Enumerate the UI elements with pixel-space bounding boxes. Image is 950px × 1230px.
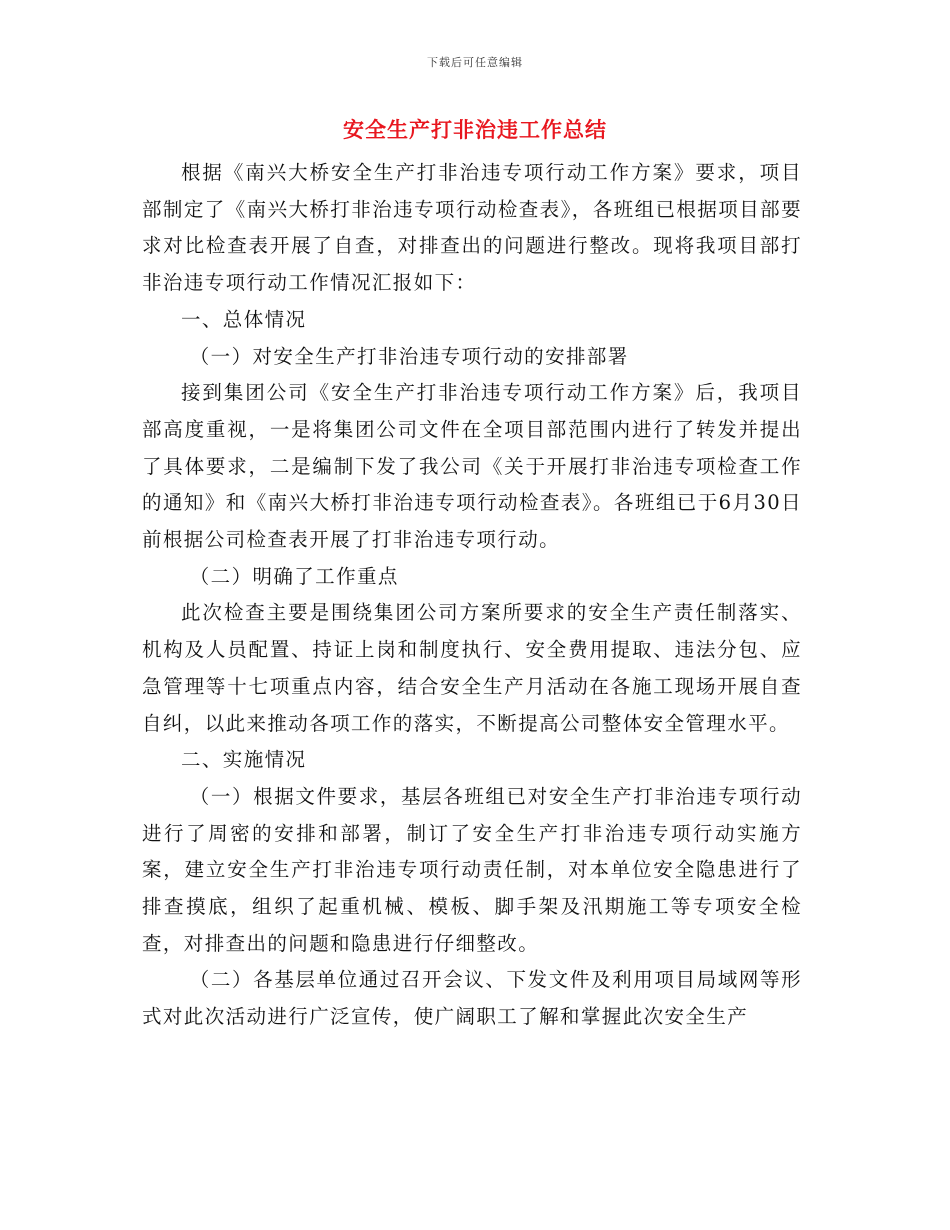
document-title: 安全生产打非治违工作总结 bbox=[343, 117, 607, 142]
subsection-heading-arrangement: （一）对安全生产打非治违专项行动的安排部署 bbox=[189, 344, 629, 368]
subsection-heading-focus: （二）明确了工作重点 bbox=[189, 564, 399, 588]
document-body bbox=[142, 155, 802, 1036]
section-heading-implementation: 二、实施情况 bbox=[181, 748, 307, 772]
paragraph-implementation-1: （一）根据文件要求，基层各班组已对安全生产打非治违专项行动进行了周密的安排和部署，制订了安全生产打非治违专项行动实施方案，建立安全生产打非治违专项行动责任制，对本单位安全隐患进行了排查摸底，组织了起重机械、模板、脚手架及汛期施工等专项安全检查，对排查出的问题和隐患进行仔细整改。 bbox=[142, 784, 802, 955]
paragraph-implementation-2: （二）各基层单位通过召开会议、下发文件及利用项目局域网等形式对此次活动进行广泛宣传，使广阔职工了解和掌握此次安全生产 bbox=[142, 968, 802, 1029]
paragraph-focus: 此次检查主要是围绕集团公司方案所要求的安全生产责任制落实、机构及人员配置、持证上岗和制度执行、安全费用提取、违法分包、应急管理等十七项重点内容，结合安全生产月活动在各施工现场开展自查自纠，以此来推动各项工作的落实，不断提高公司整体安全管理水平。 bbox=[142, 601, 802, 735]
paragraph-intro: 根据《南兴大桥安全生产打非治违专项行动工作方案》要求，项目部制定了《南兴大桥打非治违专项行动检查表》，各班组已根据项目部要求对比检查表开展了自查，对排查出的问题进行整改。现将我项目部打非治违专项行动工作情况汇报如下： bbox=[142, 161, 802, 295]
page-header-note: 下载后可任意编辑 bbox=[427, 56, 523, 69]
section-heading-overview: 一、总体情况 bbox=[181, 307, 307, 331]
paragraph-arrangement: 接到集团公司《安全生产打非治违专项行动工作方案》后，我项目部高度重视，一是将集团公司文件在全项目部范围内进行了转发并提出了具体要求，二是编制下发了我公司《关于开展打非治违专项检查工作的通知》和《南兴大桥打非治违专项行动检查表》。各班组已于6月30日前根据公司检查表开展了打非治违专项行动。 bbox=[142, 381, 802, 552]
